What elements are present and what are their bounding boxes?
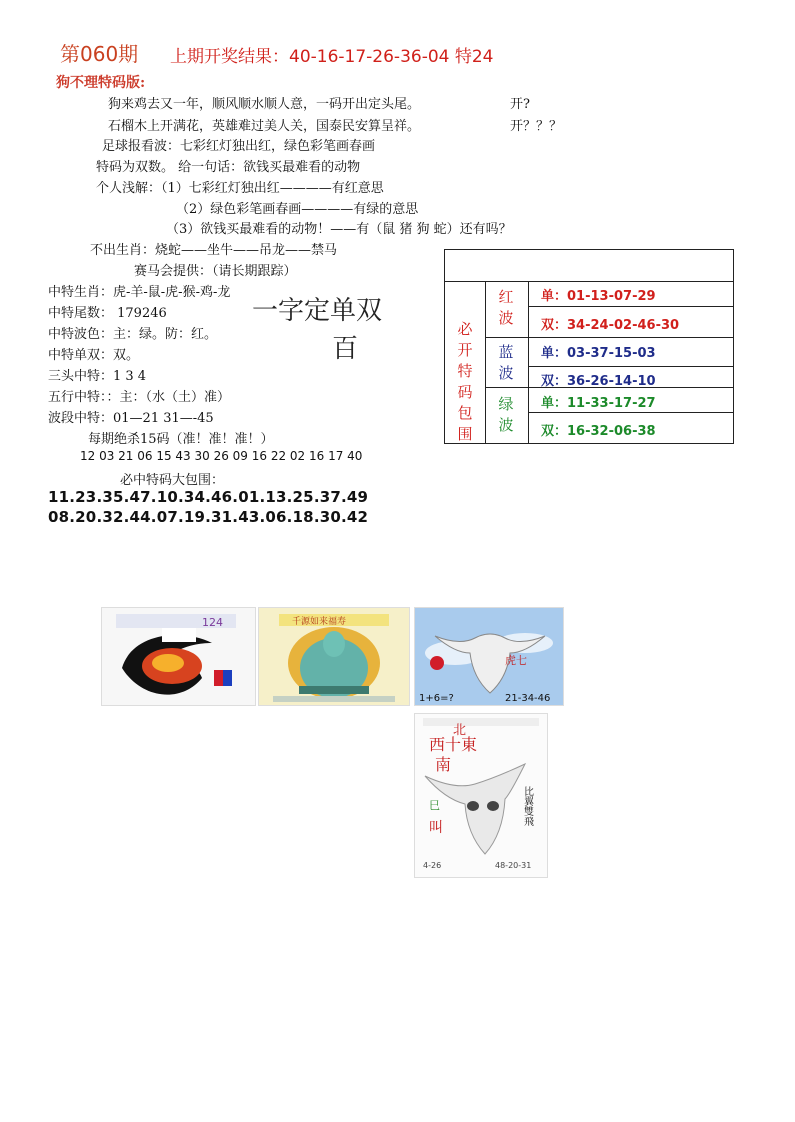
wave-table-side-column: [445, 281, 486, 443]
blue-odd-numbers: 03-37-15-03: [567, 346, 656, 361]
must-title: 必中特码大包围：: [120, 473, 225, 488]
poem-line-1: 狗来鸡去又一年，顺风顺水顺人意，一码开出定头尾。: [108, 97, 421, 112]
fire-swirl-image: [102, 608, 255, 705]
last-result: 上期开奖结果：40-16-17-26-36-04 特24: [170, 47, 494, 67]
img4-text-6: 48-20-31: [495, 861, 532, 870]
wave-table: [444, 249, 734, 444]
img4-text-3: 南: [435, 755, 452, 774]
thumbnail-skull-compass: [414, 713, 548, 878]
red-wave-cell: [485, 281, 529, 338]
poem-line-2-question: 开？？？: [510, 119, 563, 134]
big-text-line-1: 一字定单双: [252, 296, 383, 326]
red-even-row: [529, 307, 733, 338]
green-wave-label: 绿波: [498, 395, 514, 434]
subtitle: 狗不理特码版:: [56, 75, 146, 91]
prediction-segment: 波段中特：01—21 31—-45: [48, 411, 214, 426]
bull-skull-image: [415, 608, 563, 705]
blue-even-label: 双：: [541, 374, 568, 389]
svg-text:巳: 巳: [429, 799, 440, 812]
red-odd-numbers: 01-13-07-29: [567, 289, 656, 304]
poem-line-6: （2）绿色彩笔画春画————有绿的意思: [176, 202, 419, 217]
green-odd-numbers: 11-33-17-27: [567, 396, 656, 411]
prediction-zodiac: 中特生肖：虎-羊-鼠-虎-猴-鸡-龙: [48, 285, 231, 300]
wave-table-header: [445, 250, 733, 282]
prediction-element: 五行中特：：主：（水（土）准）: [48, 390, 231, 405]
buddha-image: [259, 608, 409, 705]
blue-even-row: [529, 366, 733, 388]
green-wave-cell: [485, 388, 529, 444]
red-odd-label: 单：: [541, 289, 568, 304]
green-even-numbers: 16-32-06-38: [567, 424, 656, 439]
thumbnail-buddha: [258, 607, 410, 706]
big-numbers-line-1: 11.23.35.47.10.34.46.01.13.25.37.49: [48, 488, 369, 506]
red-wave-label: 红波: [498, 288, 514, 327]
poem-line-5: 个人浅解：（1）七彩红灯独出红————有红意思: [96, 181, 384, 196]
poem-line-1-question: 开?: [510, 97, 530, 112]
thumbnail-bull-skull: [414, 607, 564, 706]
green-odd-row: [529, 388, 733, 413]
green-even-row: [529, 413, 733, 444]
prediction-head: 三头中特：1 3 4: [48, 369, 147, 384]
blue-wave-label: 蓝波: [498, 343, 514, 382]
kill-numbers: 12 03 21 06 15 43 30 26 09 16 22 02 16 17 40: [80, 449, 363, 463]
skull-compass-image: [415, 714, 547, 877]
thumbnail-fire: [101, 607, 256, 706]
prediction-odd-even: 中特单双：双。: [48, 348, 140, 363]
poem-line-9: 赛马会提供：（请长期跟踪）: [134, 264, 297, 279]
red-odd-row: [529, 281, 733, 307]
blue-odd-label: 单：: [541, 346, 568, 361]
img4-text-4: 比翼雙飛: [521, 786, 533, 826]
prediction-wave: 中特波色：主：绿。防：红。: [48, 327, 218, 342]
prediction-tail: 中特尾数： 179246: [48, 306, 167, 321]
red-even-label: 双：: [541, 318, 568, 333]
poem-line-4: 特码为双数。 给一句话：欲钱买最难看的动物: [96, 160, 361, 175]
img4-text-5: 4-26: [423, 861, 442, 870]
blue-odd-row: [529, 338, 733, 366]
poem-line-3: 足球报看波：七彩红灯独出红，绿色彩笔画春画: [102, 139, 376, 154]
big-numbers-line-2: 08.20.32.44.07.19.31.43.06.18.30.42: [48, 508, 369, 526]
blue-wave-cell: [485, 338, 529, 388]
img4-text-1: 西十東: [429, 735, 478, 754]
img3-text-1: 虎七: [505, 654, 527, 667]
img4-text-2: 北: [453, 723, 467, 738]
svg-text:叫: 叫: [429, 820, 443, 836]
green-odd-label: 单：: [541, 396, 568, 411]
green-even-label: 双：: [541, 424, 568, 439]
poem-line-8: 不出生肖：烧蛇——坐牛——吊龙——禁马: [90, 243, 338, 258]
img2-text: 千源如来福寿: [292, 617, 347, 627]
poem-line-2: 石榴木上开满花，英雄难过美人关，国泰民安算呈祥。: [108, 119, 421, 134]
big-text-line-2: 百: [332, 334, 359, 364]
red-even-numbers: 34-24-02-46-30: [567, 318, 680, 333]
prediction-kill: 每期绝杀15码（准！准！准！）: [88, 432, 274, 447]
img3-text-2: 21-34-46: [505, 693, 551, 704]
img3-text-3: 1+6=?: [419, 693, 454, 704]
issue-number: 第060期: [60, 42, 139, 66]
blue-even-numbers: 36-26-14-10: [567, 374, 656, 389]
poem-line-7: （3）欲钱买最难看的动物！——有（鼠 猪 狗 蛇）还有吗？: [166, 222, 512, 237]
wave-table-side-label: 必开特码包围: [457, 320, 473, 443]
img1-text: 124: [202, 616, 223, 629]
